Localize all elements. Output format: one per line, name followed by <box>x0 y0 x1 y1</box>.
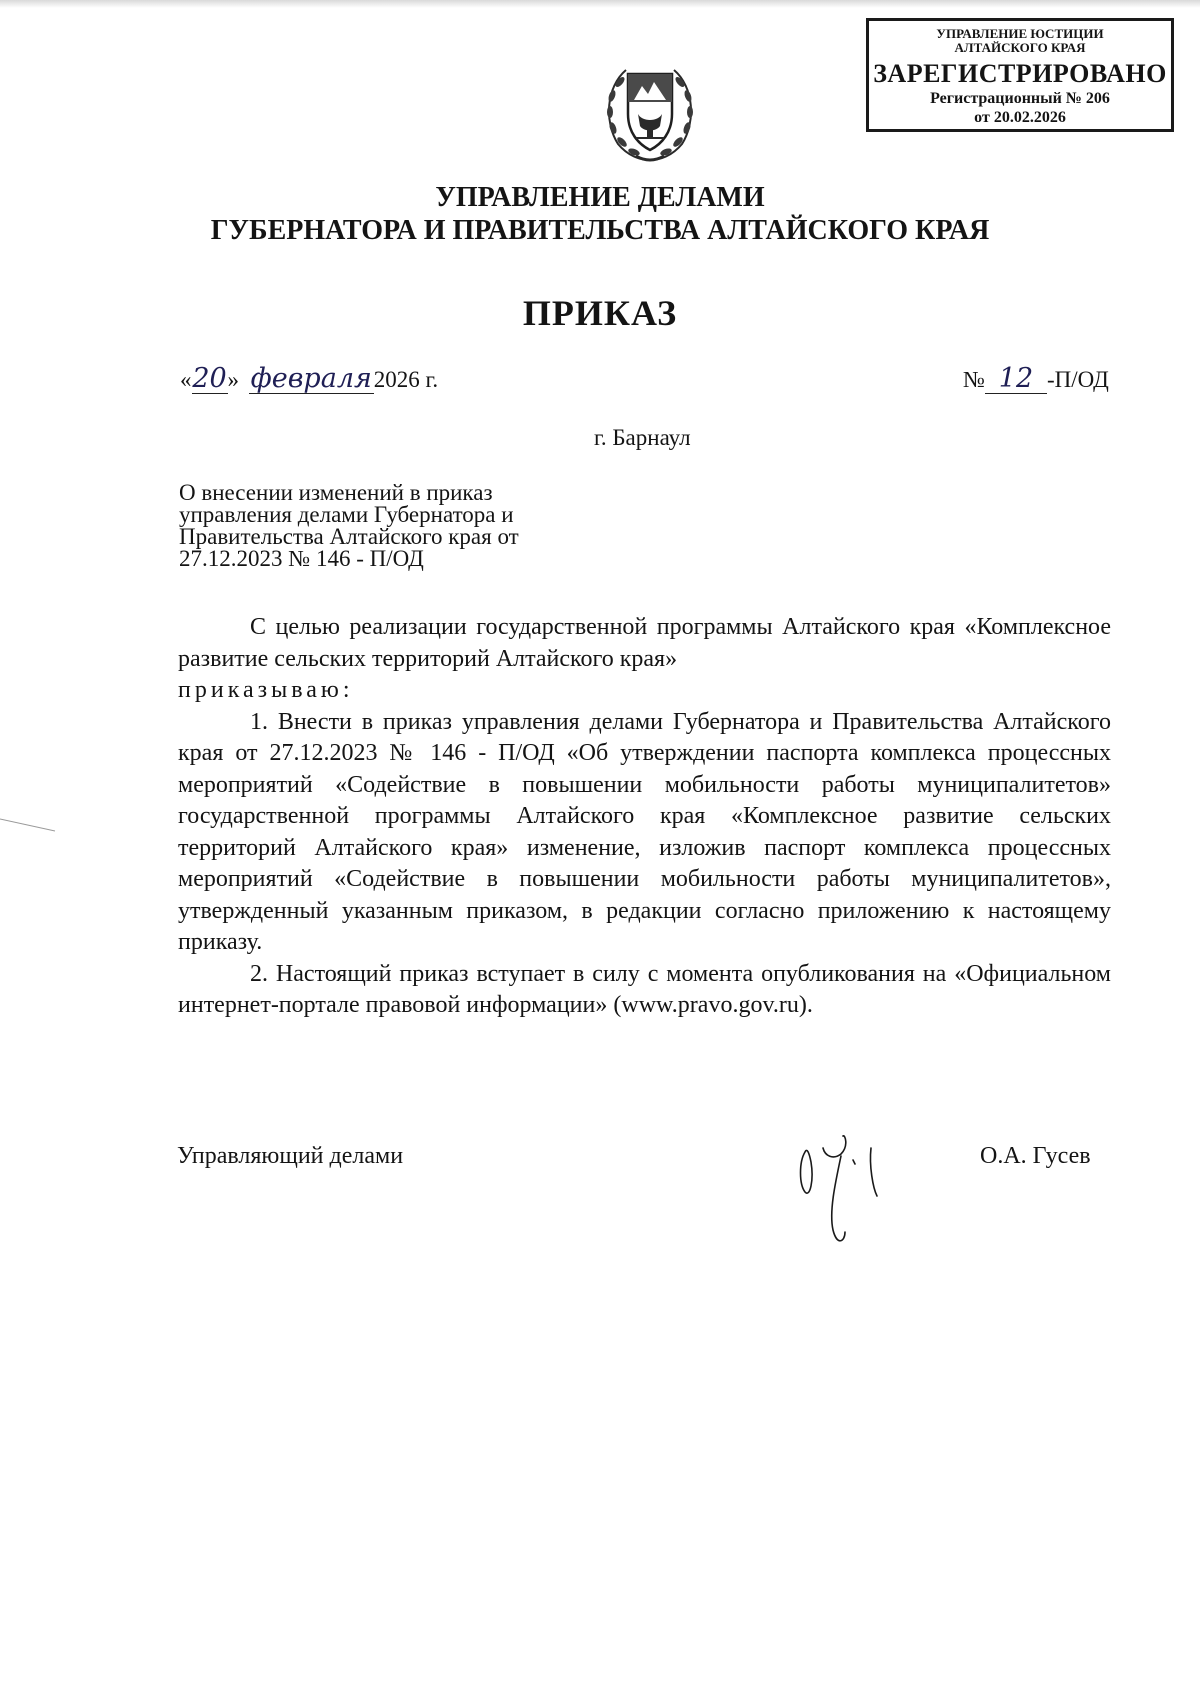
registration-stamp <box>866 18 1174 132</box>
subject-line-2: управления делами Губернатора и <box>179 502 514 527</box>
order-date <box>180 365 438 394</box>
date-quote-open: « <box>180 367 192 392</box>
stamp-date: от 20.02.2026 <box>974 109 1066 126</box>
order-month-handwritten: февраля <box>250 363 372 394</box>
order-number-suffix: -П/ОД <box>1046 367 1109 392</box>
stamp-org-line2: АЛТАЙСКОГО КРАЯ <box>954 40 1086 55</box>
subject-line-4: 27.12.2023 № 146 - П/ОД <box>179 546 424 571</box>
subject-line-3: Правительства Алтайского края от <box>179 524 519 549</box>
body-item-2: 2. Настоящий приказ вступает в силу с момента опубликования на «Официальном интернет-портале правовой информации» (www.pravo.gov.ru). <box>178 960 1111 1018</box>
header-org-line1: УПРАВЛЕНИЕ ДЕЛАМИ <box>435 182 765 213</box>
order-number-prefix: № <box>963 367 985 392</box>
signatory-position: Управляющий делами <box>177 1143 404 1169</box>
order-body <box>178 612 1111 1022</box>
signatory-name: О.А. Гусев <box>980 1143 1091 1169</box>
margin-mark <box>0 815 60 835</box>
stamp-registration-number: Регистрационный № 206 <box>930 90 1110 107</box>
order-subject <box>179 482 639 570</box>
subject-line-1: О внесении изменений в приказ <box>179 480 493 505</box>
order-city: г. Барнаул <box>594 425 691 450</box>
body-intro: С целью реализации государственной программы Алтайского края «Комплексное развитие сельских территорий Алтайского края» <box>178 614 1111 672</box>
body-item-1: 1. Внести в приказ управления делами Губернатора и Правительства Алтайского края от 27.12.2023 № 146 - П/ОД «Об утверждении паспорта комплекса процессных мероприятий «Содействие в повышении мобильности работы муниципалитетов» государственной программы Алтайского края «Комплексное развитие сельских территорий Алтайского края» изменение, изложив паспорт комплекса процессных мероприятий «Содействие в повышении мобильности работы муниципалитетов», утвержденный указанным приказом, в редакции согласно приложению к настоящему приказу. <box>178 708 1111 955</box>
header-org-line2: ГУБЕРНАТОРА И ПРАВИТЕЛЬСТВА АЛТАЙСКОГО КРАЯ <box>210 215 990 246</box>
order-number <box>963 365 1109 394</box>
stamp-org-line1: УПРАВЛЕНИЕ ЮСТИЦИИ <box>936 26 1104 41</box>
stamp-status: ЗАРЕГИСТРИРОВАНО <box>873 59 1167 88</box>
date-quote-close: » <box>227 367 239 392</box>
page-title: ПРИКАЗ <box>522 293 678 333</box>
body-decree-word: приказываю: <box>178 677 354 703</box>
handwritten-signature <box>795 1100 915 1260</box>
scan-edge <box>0 0 1200 8</box>
order-day-handwritten: 20 <box>192 363 227 394</box>
altai-krai-coat-of-arms-icon <box>596 52 704 166</box>
order-year: 2026 г. <box>373 367 439 392</box>
order-number-handwritten: 12 <box>985 365 1047 394</box>
